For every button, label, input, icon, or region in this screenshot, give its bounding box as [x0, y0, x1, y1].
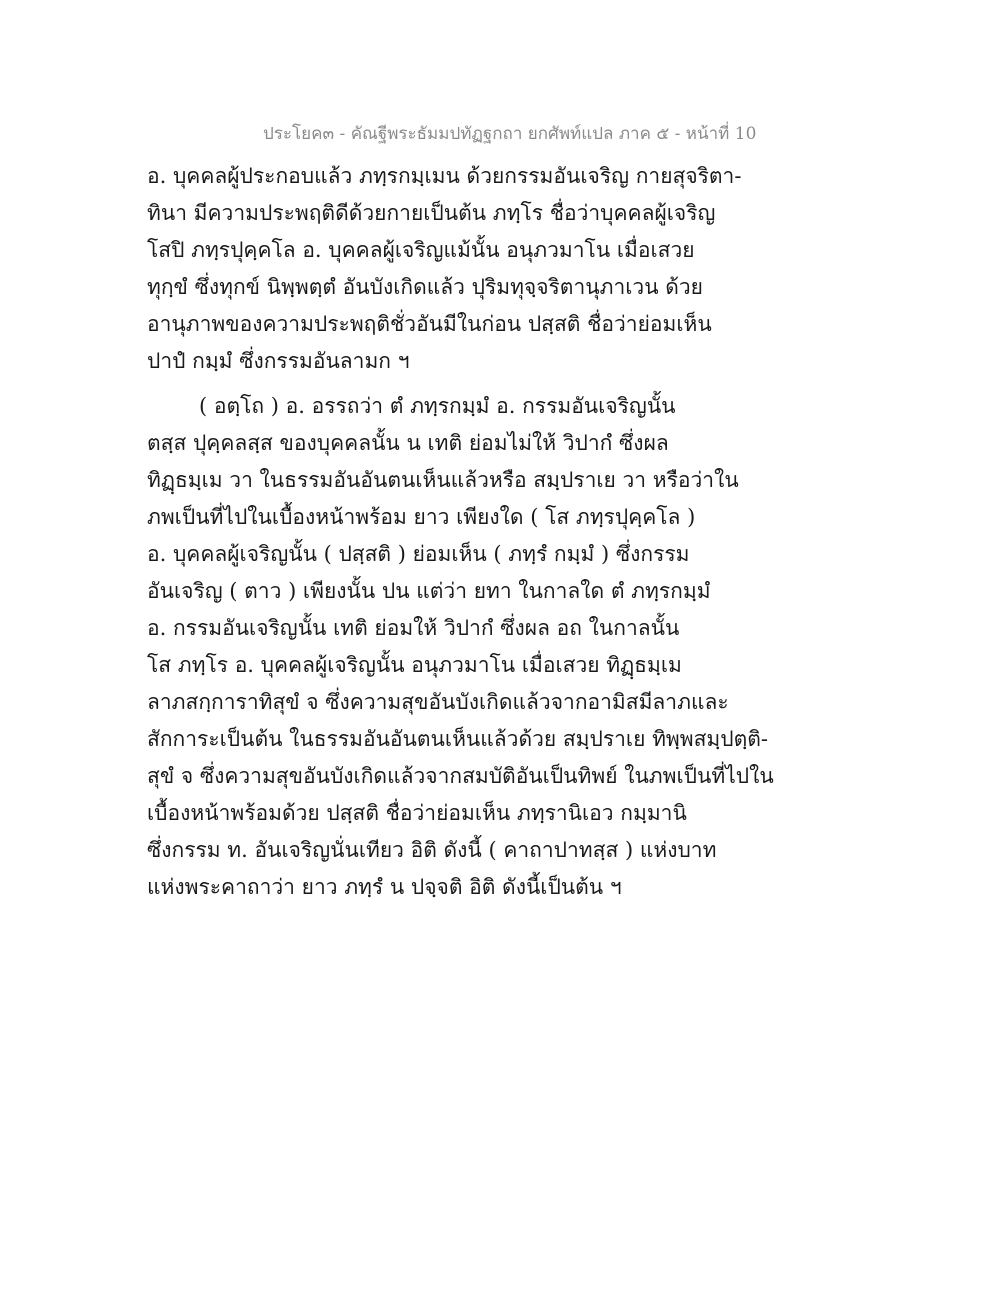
- text-line: ลาภสกฺการาทิสุขํ จ ซึ่งความสุขอันบังเกิดแล้วจากอามิสมีลาภและ: [147, 690, 729, 714]
- text-line: ทุกฺขํ ซึ่งทุกข์ นิพฺพตฺตํ อันบังเกิดแล้ว ปุริมทุจฺจริตานุภาเวน ด้วย: [147, 275, 703, 299]
- body-text: [147, 158, 847, 906]
- text-line: ปาปํ กมฺมํ ซึ่งกรรมอันลามก ฯ: [147, 349, 410, 373]
- text-line: อ. บุคคลผู้เจริญนั้น ( ปสฺสติ ) ย่อมเห็น ( ภทฺรํ กมฺมํ ) ซึ่งกรรม: [147, 542, 690, 566]
- text-line: อ. กรรมอันเจริญนั้น เทติ ย่อมให้ วิปากํ ซึ่งผล อถ ในกาลนั้น: [147, 616, 680, 640]
- text-line: ซึ่งกรรม ท. อันเจริญนั่นเทียว อิติ ดังนี้ ( คาถาปาทสฺส ) แห่งบาท: [147, 838, 717, 862]
- running-header: ประโยค๓ - คัณฐีพระธัมมปทัฏฐกถา ยกศัพท์แปล ภาค ๕ - หน้าที่ 10: [263, 124, 757, 144]
- text-line: ทินา มีความประพฤติดีด้วยกายเป็นต้น ภทฺโร ชื่อว่าบุคคลผู้เจริญ: [147, 201, 716, 225]
- text-line: ตสฺส ปุคฺคลสฺส ของบุคคลนั้น น เทติ ย่อมไม่ให้ วิปากํ ซึ่งผล: [147, 431, 669, 455]
- text-line: ทิฏฺธมฺเม วา ในธรรมอันอันตนเห็นแล้วหรือ สมฺปราเย วา หรือว่าใน: [147, 468, 739, 492]
- paragraph-2: [147, 388, 847, 906]
- text-line: อานุภาพของความประพฤติชั่วอันมีในก่อน ปสฺสติ ชื่อว่าย่อมเห็น: [147, 312, 712, 336]
- text-line: เบื้องหน้าพร้อมด้วย ปสฺสติ ชื่อว่าย่อมเห็น ภทฺรานิเอว กมฺมานิ: [147, 801, 687, 825]
- text-line: โสปิ ภทฺรปุคฺคโล อ. บุคคลผู้เจริญแม้นั้น อนุภวมาโน เมื่อเสวย: [147, 238, 695, 262]
- text-line: อันเจริญ ( ตาว ) เพียงนั้น ปน แต่ว่า ยทา ในกาลใด ตํ ภทฺรกมฺมํ: [147, 579, 711, 603]
- text-line: อ. บุคคลผู้ประกอบแล้ว ภทฺรกมฺเมน ด้วยกรรมอันเจริญ กายสุจริตา-: [147, 164, 742, 188]
- text-line: ภพเป็นที่ไปในเบื้องหน้าพร้อม ยาว เพียงใด ( โส ภทฺรปุคฺคโล ): [147, 505, 696, 529]
- text-line: ( อตฺโถ ) อ. อรรถว่า ตํ ภทฺรกมฺมํ อ. กรรมอันเจริญนั้น: [199, 394, 676, 418]
- text-line: แห่งพระคาถาว่า ยาว ภทฺรํ น ปจฺจติ อิติ ดังนี้เป็นต้น ฯ: [147, 875, 622, 899]
- text-line: สักการะเป็นต้น ในธรรมอันอันตนเห็นแล้วด้วย สมฺปราเย ทิพฺพสมฺปตฺติ-: [147, 727, 768, 751]
- text-line: โส ภทฺโร อ. บุคคลผู้เจริญนั้น อนุภวมาโน เมื่อเสวย ทิฏฺธมฺเม: [147, 653, 682, 677]
- paragraph-gap: [147, 380, 847, 388]
- paragraph-1: [147, 158, 847, 380]
- text-line: สุขํ จ ซึ่งความสุขอันบังเกิดแล้วจากสมบัติอันเป็นทิพย์ ในภพเป็นที่ไปใน: [147, 764, 774, 788]
